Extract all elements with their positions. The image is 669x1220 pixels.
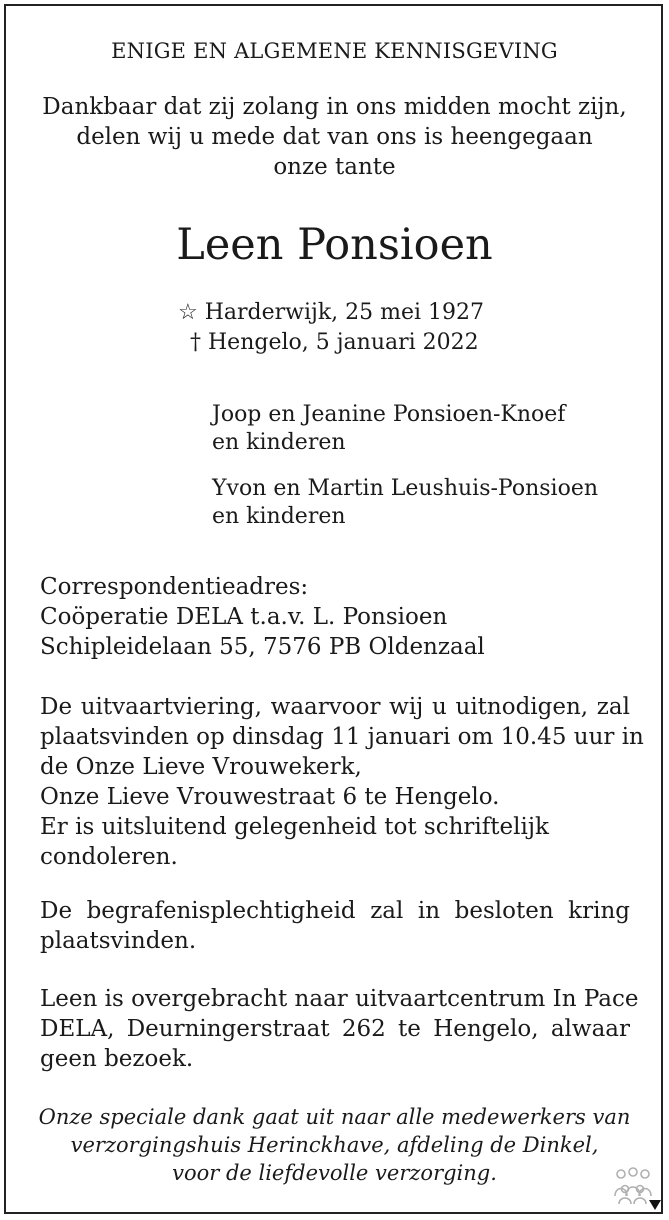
paragraph-line: condoleren. (40, 844, 178, 870)
correspondence-label: Correspondentieadres: (40, 574, 309, 600)
paragraph-line: plaatsvinden. (40, 928, 197, 954)
birth-line: ☆ Harderwijk, 25 mei 1927 (178, 300, 485, 325)
thanks-line: Onze speciale dank gaat uit naar alle medewerkers van (38, 1105, 631, 1129)
location-paragraph (40, 984, 639, 1074)
burial-paragraph (40, 896, 630, 956)
notice-heading: ENIGE EN ALGEMENE KENNISGEVING (111, 39, 558, 63)
paragraph-line: de Onze Lieve Vrouwekerk, (40, 754, 362, 780)
paragraph-line: plaatsvinden op dinsdag 11 januari om 10.45 uur in (40, 724, 644, 750)
family-entry-suffix: en kinderen (212, 430, 346, 455)
deceased-name: Leen Ponsioen (176, 220, 493, 270)
paragraph-line: geen bezoek. (40, 1046, 194, 1072)
thanks-line: verzorgingshuis Herinckhave, afdeling de Dinkel, (70, 1133, 599, 1157)
paragraph-line: De uitvaartviering, waarvoor wij u uitnodigen, zal (40, 694, 630, 720)
funeral-paragraph (40, 692, 644, 872)
intro-line: Dankbaar dat zij zolang in ons midden mocht zijn, (42, 94, 627, 120)
paragraph-line: De begrafenisplechtigheid zal in besloten kring (40, 898, 630, 924)
death-line: † Hengelo, 5 januari 2022 (190, 330, 479, 355)
correspondence-line: Schipleidelaan 55, 7576 PB Oldenzaal (40, 634, 485, 660)
paragraph-line: Leen is overgebracht naar uitvaartcentrum In Pace (40, 986, 639, 1012)
family-entry-name: Joop en Jeanine Ponsioen-Knoef (212, 402, 566, 427)
intro-line: delen wij u mede dat van ons is heengegaan (76, 124, 593, 150)
paragraph-line: Onze Lieve Vrouwestraat 6 te Hengelo. (40, 784, 500, 810)
thanks-line: voor de liefdevolle verzorging. (172, 1161, 497, 1185)
triangle-down-icon[interactable] (649, 1200, 661, 1210)
correspondence-line: Coöperatie DELA t.a.v. L. Ponsioen (40, 604, 448, 630)
intro-line: onze tante (273, 154, 396, 180)
family-entry-suffix: en kinderen (212, 504, 346, 529)
paragraph-line: Er is uitsluitend gelegenheid tot schriftelijk (40, 814, 549, 840)
family-entry-name: Yvon en Martin Leushuis-Ponsioen (212, 476, 599, 501)
paragraph-line: DELA, Deurningerstraat 262 te Hengelo, alwaar (40, 1016, 630, 1042)
